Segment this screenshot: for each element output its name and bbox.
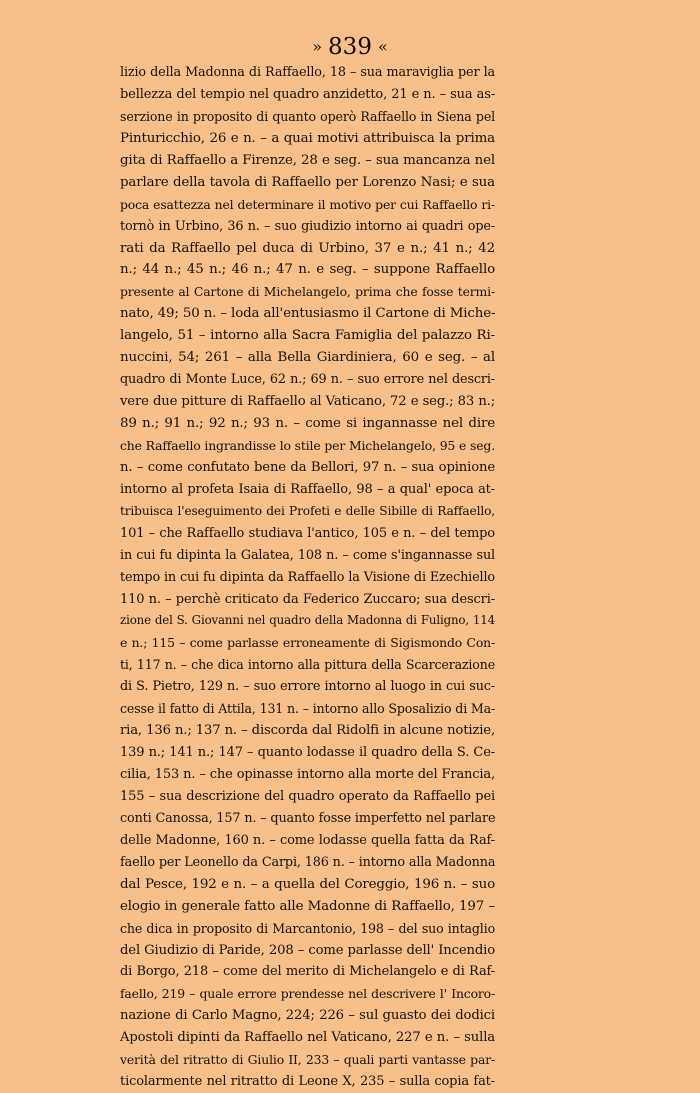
text-line: 139 n.; 141 n.; 147 – quanto lodasse il quadro della S. Ce- [120,745,495,761]
text-line: faello, 219 – quale errore prendesse nel descrivere l' Incoro- [120,986,495,1002]
text-line: di Borgo, 218 – come del merito di Michelangelo e di Raf- [120,964,495,980]
text-line: n. – come confutato bene da Bellori, 97 n. – sua opinione [120,459,495,475]
page-header [0,34,700,60]
text-line: verità del ritratto di Giulio II, 233 – quali parti vantasse par- [120,1052,495,1068]
text-line: cesse il fatto di Attila, 131 n. – intorno allo Sposalizio di Ma- [120,701,496,717]
text-line: tornò in Urbino, 36 n. – suo giudizio intorno ai quadri ope- [120,218,495,234]
text-line: nuccini, 54; 261 – alla Bella Giardiniera, 60 e seg. – al [120,350,495,366]
text-line: che Raffaello ingrandisse lo stile per Michelangelo, 95 e seg. [120,437,495,453]
text-line: 89 n.; 91 n.; 92 n.; 93 n. – come si ingannasse nel dire [120,416,495,431]
text-line: tribuisca l'eseguimento dei Profeti e delle Sibille di Raffaello, [120,503,495,518]
text-line: langelo, 51 – intorno alla Sacra Famiglia del palazzo Ri- [120,328,495,344]
text-line: 101 – che Raffaello studiava l'antico, 105 e n. – del tempo [120,525,495,541]
text-line: presente al Cartone di Michelangelo, prima che fosse termi- [120,284,495,300]
text-line: elogio in generale fatto alle Madonne di Raffaello, 197 – [120,898,495,914]
text-line: delle Madonne, 160 n. – come lodasse quella fatta da Raf- [120,832,495,848]
page-number: 839 [328,34,372,60]
text-line: rati da Raffaello pel duca di Urbino, 37 e n.; 41 n.; 42 [120,240,495,256]
text-line: di S. Pietro, 129 n. – suo errore intorno al luogo in cui suc- [120,679,495,695]
text-line: ticolarmente nel ritratto di Leone X, 235 – sulla copia fat- [120,1074,495,1090]
text-line: nazione di Carlo Magno, 224; 226 – sul guasto dei dodici [120,1008,495,1024]
text-line: vere due pitture di Raffaello al Vaticano, 72 e seg.; 83 n.; [120,394,495,410]
text-line: serzione in proposito di quanto operò Raffaello in Siena pel [120,108,495,124]
text-line: lizio della Madonna di Raffaello, 18 – sua maraviglia per la [120,65,495,80]
text-line: 155 – sua descrizione del quadro operato da Raffaello pei [120,788,495,804]
text-line: quadro di Monte Luce, 62 n.; 69 n. – suo errore nel descri- [120,372,495,388]
text-line: tempo in cui fu dipinta da Raffaello la Visione di Ezechiello [120,569,495,585]
text-line: dal Pesce, 192 e n. – a quella del Coreggio, 196 n. – suo [120,876,495,892]
text-line: Pinturicchio, 26 e n. – a quai motivi attribuisca la prima [120,130,495,146]
text-line: nato, 49; 50 n. – loda all'entusiasmo il Cartone di Miche- [120,306,496,322]
left-ornament: » [312,37,323,56]
text-line: ti, 117 n. – che dica intorno alla pittura della Scarcerazione [120,657,495,673]
text-line: del Giudizio di Paride, 208 – come parlasse dell' Incendio [120,942,495,958]
text-line: in cui fu dipinta la Galatea, 108 n. – come s'ingannasse sul [120,547,495,563]
text-line: e n.; 115 – come parlasse erroneamente di Sigismondo Con- [120,635,495,651]
text-line: intorno al profeta Isaia di Raffaello, 98 – a qual' epoca at- [120,481,495,497]
text-line: ria, 136 n.; 137 n. – discorda dal Ridolfi in alcune notizie, [120,723,495,739]
text-line: conti Canossa, 157 n. – quanto fosse imperfetto nel parlare [120,810,496,826]
text-line: cilia, 153 n. – che opinasse intorno alla morte del Francia, [120,767,495,782]
text-line: parlare della tavola di Raffaello per Lorenzo Nasi; e sua [120,174,495,190]
text-line: che dica in proposito di Marcantonio, 198 – del suo intaglio [120,920,495,936]
text-line: n.; 44 n.; 45 n.; 46 n.; 47 n. e seg. – suppone Raffaello [120,262,495,278]
right-ornament: « [377,37,388,56]
text-line: gita di Raffaello a Firenze, 28 e seg. – sua mancanza nel [120,152,495,168]
text-line: 110 n. – perchè criticato da Federico Zuccaro; sua descri- [120,591,495,607]
index-text-block [120,62,495,1093]
text-line: bellezza del tempio nel quadro anzidetto, 21 e n. – sua as- [120,86,495,102]
text-line: zione del S. Giovanni nel quadro della Madonna di Fuligno, 114 [120,613,495,628]
text-line: Apostoli dipinti da Raffaello nel Vaticano, 227 e n. – sulla [120,1030,495,1046]
text-line: faello per Leonello da Carpi, 186 n. – intorno alla Madonna [120,854,496,870]
text-line: poca esattezza nel determinare il motivo per cui Raffaello ri- [120,196,495,212]
